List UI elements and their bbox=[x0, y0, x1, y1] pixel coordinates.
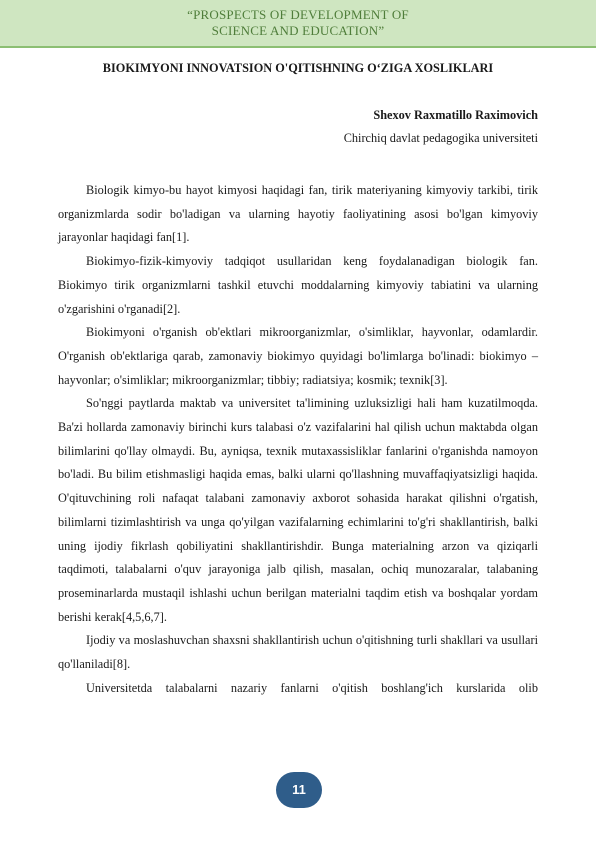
paragraph-2: Biokimyo-fizik-kimyoviy tadqiqot usullaridan keng foydalanadigan biologik fan. Biokimyo tirik organizmlarni tashkil etuvchi moddalarning kimyoviy tabiatini va ularning o'zgarishini o'rganadi[2]. bbox=[58, 254, 538, 316]
page-number-badge: 11 bbox=[276, 772, 322, 808]
journal-header-line-1: “PROSPECTS OF DEVELOPMENT OF bbox=[187, 7, 409, 22]
author-affiliation: Chirchiq davlat pedagogika universiteti bbox=[343, 131, 538, 145]
journal-header-banner bbox=[0, 0, 596, 48]
paragraph-3: Biokimyoni o'rganish ob'ektlari mikroorganizmlar, o'simliklar, hayvonlar, odamlardir. O'rganish ob'ektlariga qarab, zamonaviy biokimyo quyidagi bo'limlarga bo'linadi: biokimyo – hayvonlar; o'simliklar; mikroorganizmlar; tibbiy; radiatsiya; kosmik; texnik[3]. bbox=[58, 325, 538, 387]
article-body bbox=[58, 179, 538, 700]
paragraph-5: Ijodiy va moslashuvchan shaxsni shakllantirish uchun o'qitishning turli shakllari va usullari qo'llaniladi[8]. bbox=[58, 633, 538, 672]
paragraph-6: Universitetda talabalarni nazariy fanlarni o'qitish boshlang'ich kurslarida olib bbox=[86, 680, 538, 695]
article-title: BIOKIMYONI INNOVATSION O'QITISHNING O‘ZIGA XOSLIKLARI bbox=[102, 61, 494, 75]
article-author: Shexov Raxmatillo Raximovich bbox=[373, 108, 538, 122]
paragraph-1: Biologik kimyo-bu hayot kimyosi haqidagi fan, tirik materiyaning kimyoviy tarkibi, tirik organizmlarda sodir bo'ladigan va ularning hayotiy faoliyatining asosi bo'lgan kimyoviy jarayonlar haqidagi fan[1]. bbox=[58, 183, 538, 245]
paragraph-4: So'nggi paytlarda maktab va universitet ta'limining uzluksizligi hali ham kuzatilmoqda. Ba'zi hollarda zamonaviy birinchi kurs talabasi o'z vazifalarini hal qilish uchun maktabda olgan bilimlarini qo'llay olmaydi. Bu, ayniqsa, texnik mutaxassisliklar fanlarini o'rganishda namoyon bo'ladi. Bu bilim etishmasligi haqida emas, balki ularni qo'llashning muvaffaqiyatsizligi haqida. O'qituvchining roli nafaqat talabani zamonaviy axborot sohasida harakat qilishni o'rgatish, bilimlarni tizimlashtirish va unga qo'yilgan vazifalarning echimlarini to'g'ri shakllantirish, balki uning ijodiy fikrlash qobiliyatini shakllantirishdir. Bunga materialning arzon va qiziqarli taqdimoti, talabalarni o'quv jarayoniga jalb qilish, masalan, ochiq munozaralar, talabaning proseminarlarda mustaqil ishlashi uchun berilgan materialni taqdim etish va boshqalar yordam berishi kerak[4,5,6,7]. bbox=[58, 396, 538, 624]
journal-header-line-2: SCIENCE AND EDUCATION” bbox=[211, 23, 385, 38]
